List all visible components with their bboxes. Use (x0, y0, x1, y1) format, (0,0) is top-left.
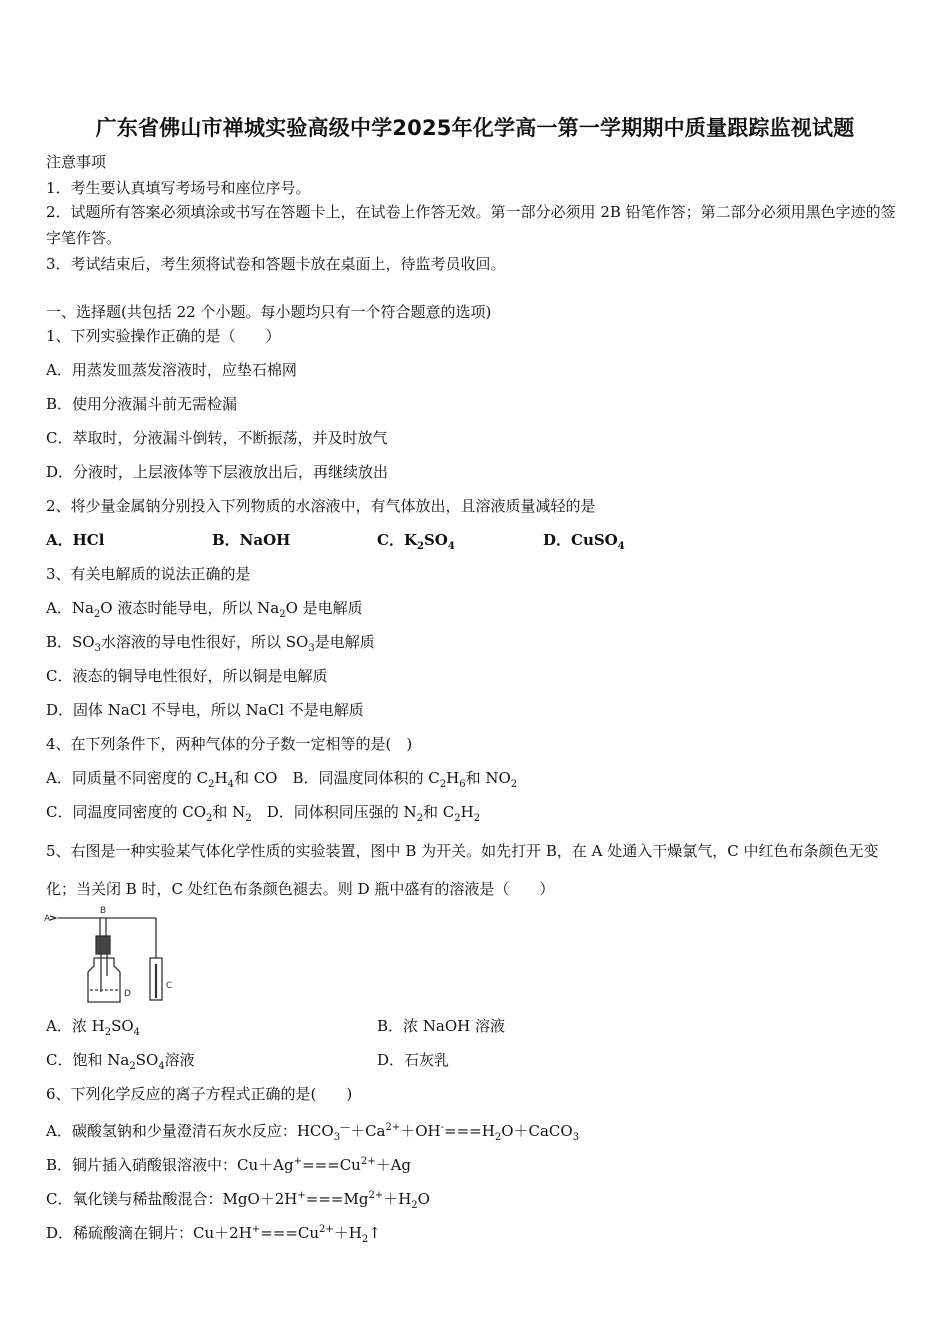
q5-option-b: B．浓 NaOH 溶液 (377, 1017, 506, 1035)
q2-option-c: C．$K_2SO_4$ (377, 531, 455, 552)
label-a: A (44, 914, 51, 924)
label-c: C (166, 981, 173, 991)
page-title: 广东省佛山市禅城实验高级中学2025年化学高一第一学期期中质量跟踪监视试题 (95, 116, 855, 140)
q4-stem: 4、在下列条件下，两种气体的分子数一定相等的是( ) (46, 735, 413, 753)
q5-option-d: D．石灰乳 (377, 1051, 450, 1069)
label-d: D (124, 989, 131, 999)
inlet-arrow (50, 916, 56, 920)
label-b: B (100, 906, 107, 916)
q3-option-a: A．$Na_2O$ 液态时能导电，所以 $Na_2O$ 是电解质 (46, 599, 363, 620)
q1-option-b: B．使用分液漏斗前无需检漏 (46, 395, 238, 413)
q6-option-c: C．氧化镁与稀盐酸混合：$MgO+2H^+===Mg^{2+}+H_2O$ (46, 1190, 430, 1211)
q1-option-a: A．用蒸发皿蒸发溶液时，应垫石棉网 (46, 361, 297, 379)
q2-stem: 2、将少量金属钠分别投入下列物质的水溶液中，有气体放出，且溶液质量减轻的是 (46, 497, 596, 515)
q3-option-b: B．$SO_3$水溶液的导电性很好，所以 $SO_3$是电解质 (46, 633, 375, 654)
q1-option-d: D．分液时，上层液体等下层液放出后，再继续放出 (46, 463, 389, 481)
notice-item-3: 3．考试结束后，考生须将试卷和答题卡放在桌面上，待监考员收回。 (46, 255, 506, 273)
bottle-d (88, 958, 120, 1002)
q4-options-ab: A．同质量不同密度的 $C_2H_4$和 CO B．同温度同体积的 $C_2H_6$和 $NO_2$ (46, 769, 518, 790)
q1-option-c: C．萃取时，分液漏斗倒转，不断振荡，并及时放气 (46, 429, 388, 447)
q3-option-d: D．固体 NaCl 不导电，所以 NaCl 不是电解质 (46, 701, 364, 719)
q4-options-cd: C．同温度同密度的 $CO_2$和 $N_2$ D．同体积同压强的 $N_2$和 $C_2H_2$ (46, 803, 481, 824)
notice-heading: 注意事项 (46, 153, 107, 171)
q6-option-a: A．碳酸氢钠和少量澄清石灰水反应：$HCO_3^—+Ca^{2+}+OH^-===H_2O+CaCO_3$ (46, 1122, 580, 1143)
q2-option-d: D．CuSO$_4$ (543, 531, 625, 552)
stopper (96, 936, 110, 954)
q6-stem: 6、下列化学反应的离子方程式正确的是( ) (46, 1085, 353, 1103)
q5-option-c: C．饱和 $Na_2SO_4$溶液 (46, 1051, 195, 1072)
notice-item-1: 1．考生要认真填写考场号和座位序号。 (46, 179, 311, 197)
q2-option-b: B．NaOH (212, 531, 291, 549)
q6-option-d: D．稀硫酸滴在铜片：$Cu+2H^+===Cu^{2+}+H_2↑$ (46, 1224, 381, 1245)
q2-option-a: A．HCl (46, 531, 105, 549)
q6-option-b: B．铜片插入硝酸银溶液中：$Cu+Ag^+===Cu^{2+}+Ag$ (46, 1156, 412, 1174)
q1-stem: 1、下列实验操作正确的是（ ） (46, 327, 281, 345)
q5-option-a: A．浓 $H_2SO_4$ (46, 1017, 141, 1038)
notice-item-2: 2．试题所有答案必须填涂或书写在答题卡上，在试卷上作答无效。第一部分必须用 2B 铅笔作答；第二部分必须用黑色字迹的签字笔作答。 (46, 203, 896, 247)
section-heading: 一、选择题(共包括 22 个小题。每小题均只有一个符合题意的选项) (46, 303, 492, 321)
q3-stem: 3、有关电解质的说法正确的是 (46, 565, 251, 583)
q5-stem: 5、右图是一种实验某气体化学性质的实验装置，图中 B 为开关。如先打开 B，在 A 处通入干燥氯气，C 中红色布条颜色无变化；当关闭 B 时，C 处红色布条颜色褪去。则 D 瓶中盛有的溶液是（ ） (46, 842, 879, 898)
q3-option-c: C．液态的铜导电性很好，所以铜是电解质 (46, 667, 328, 685)
gas-apparatus-diagram (44, 906, 184, 1006)
